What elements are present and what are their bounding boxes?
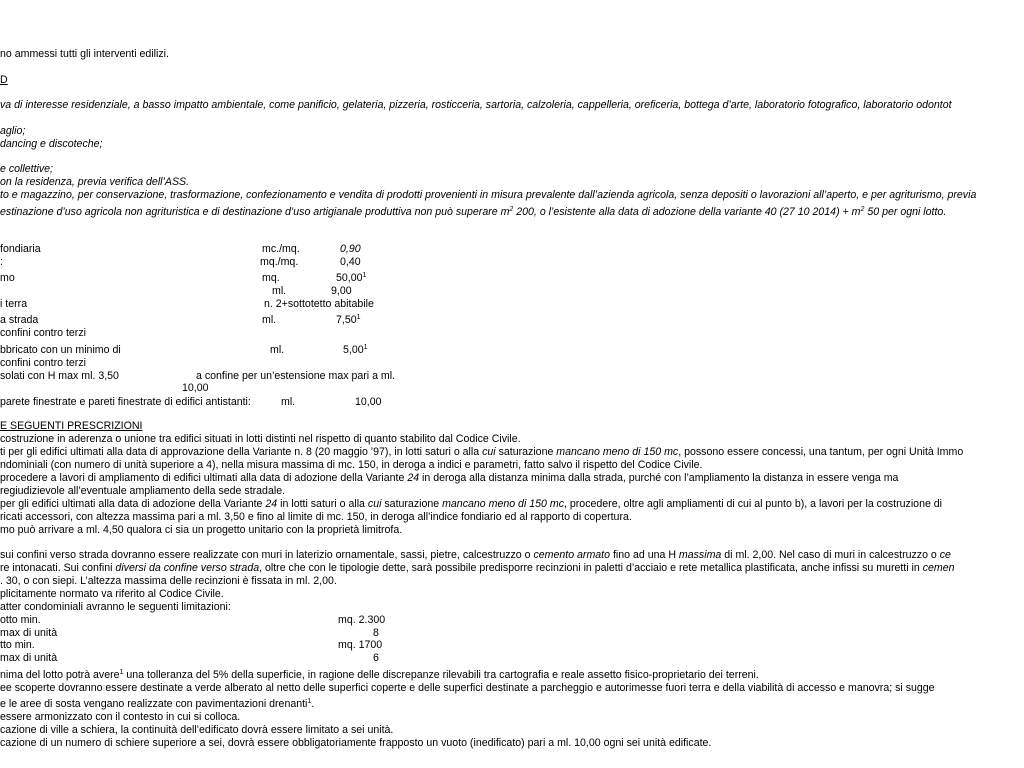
prescription-line: ndominiali (con numero di unità superiore a 4), nella misura massima di mc. 150, in deroga a indici e parametri, fatto salvo il rispetto del Codice Civile. <box>0 459 703 471</box>
closing-line: nima del lotto potrà avere$^1$ una tolleranza del 5% della superficie, in ragione delle discrepanze rilevabili tra cartografia e reale assetto fisico-proprietario dei terreni. <box>0 669 759 681</box>
prescriptions-heading: E SEGUENTI PRESCRIZIONI <box>0 420 143 432</box>
fence-line: sui confini verso strada dovranno essere realizzate con muri in laterizio ornamentale, sassi, pietre, calcestruzzo o cemento armato fino ad una H massima di ml. 2,00. Nel caso di muri in calcestruzzo o ce <box>0 549 951 561</box>
param-unit: ml. <box>272 285 287 297</box>
use-line: estinazione d’uso agricola non agrituristica e di destinazione d’uso artigianale produttiva non può superare $m^2$ 200, o l’esistente alla data di adozione della variante 40 (27 10 $2014) + m^2$ 50 per ogni lotto. <box>0 206 947 218</box>
param-label: bbricato con un minimo di <box>0 344 121 356</box>
param-label: mo <box>0 272 15 284</box>
limit-value: 6 <box>373 652 379 664</box>
param-unit: 10,00 <box>182 382 209 394</box>
use-line: va di interesse residenziale, a basso impatto ambientale, come panificio, gelateria, pizzeria, rosticceria, sartoria, calzoleria, cappelleria, oreficeria, bottega d’arte, laboratorio fotografico, laboratorio odontot <box>0 99 952 111</box>
use-line: aglio; <box>0 125 26 137</box>
param-unit: mq. <box>262 272 280 284</box>
closing-line: e le aree di sosta vengano realizzate con pavimentazioni drenanti$^1$. <box>0 698 315 710</box>
limit-label: otto min. <box>0 614 41 626</box>
param-unit: mc./mq. <box>262 243 300 255</box>
param-unit: ml. <box>281 396 296 408</box>
prescription-line: mo può arrivare a ml. 4,50 qualora ci sia un progetto unitario con la proprietà limitrofa. <box>0 524 403 536</box>
param-unit: ml. <box>262 314 277 326</box>
closing-line: cazione di ville a schiera, la continuità dell’edificato dovrà essere limitato a sei unità. <box>0 724 394 736</box>
limit-value: mq. 2.300 <box>338 614 386 626</box>
prescription-line: ricati accessori, con altezza massima pari a ml. 3,50 e fino al limite di mc. 150, in deroga all’indice fondiario ed al rapporto di copertura. <box>0 511 632 523</box>
fence-line: . 30, o con siepi. L’altezza massima delle recinzioni è fissata in ml. 2,00. <box>0 575 337 587</box>
prescription-line: ti per gli edifici ultimati alla data di approvazione della Variante n. 8 (20 maggio ’97), in lotti saturi o alla cui saturazione mancano meno di 150 mc, possono essere concessi, una tantum, per ogni Unità Immo <box>0 446 964 458</box>
param-label: solati con H max ml. 3,50 <box>0 370 119 382</box>
param-unit: a confine per un’estensione max pari a ml. <box>196 370 396 382</box>
param-label: i terra <box>0 298 28 310</box>
intro-text: no ammessi tutti gli interventi edilizi. <box>0 48 169 60</box>
param-unit: n. 2+sottotetto abitabile <box>264 298 374 310</box>
param-label: a strada <box>0 314 39 326</box>
param-value: 5,00$^1$ <box>343 344 368 356</box>
param-label: fondiaria <box>0 243 41 255</box>
param-value: 0,90 <box>340 243 361 255</box>
prescription-line: regiudizievole all’eventuale ampliamento della sede stradale. <box>0 485 286 497</box>
closing-line: ee scoperte dovranno essere destinate a verde alberato al netto delle superfici coperte e delle superfici destinate a parcheggio e autorimesse fuori terra e della viabilità di accesso e manovra; si sugge <box>0 682 935 694</box>
param-label: confini contro terzi <box>0 327 86 339</box>
param-value: 9,00 <box>331 285 352 297</box>
param-label: : <box>0 256 3 268</box>
use-line: on la residenza, previa verifica dell’ASS. <box>0 176 190 188</box>
param-value: 0,40 <box>340 256 361 268</box>
param-unit: mq./mq. <box>260 256 299 268</box>
param-value: 7,50$^1$ <box>336 314 361 326</box>
prescription-line: procedere a lavori di ampliamento di edifici ultimati alla data di adozione della Variante 24 in deroga alla distanza minima dalla strada, purché con l’ampliamento la distanza in essere venga ma <box>0 472 899 484</box>
param-label: parete finestrate e pareti finestrate di edifici antistanti: <box>0 396 251 408</box>
use-line: dancing e discoteche; <box>0 138 103 150</box>
param-label: confini contro terzi <box>0 357 86 369</box>
fence-line: atter condominiali avranno le seguenti limitazioni: <box>0 601 231 613</box>
limit-label: max di unità <box>0 627 58 639</box>
section-heading: D <box>0 74 8 86</box>
param-value: 10,00 <box>355 396 382 408</box>
prescription-line: per gli edifici ultimati alla data di adozione della Variante 24 in lotti saturi o alla cui saturazione mancano meno di 150 mc, procedere, oltre agli ampliamenti di cui al punto b), a lavori per la costruzione di <box>0 498 943 510</box>
fence-line: plicitamente normato va riferito al Codice Civile. <box>0 588 224 600</box>
param-value: 50,00$^1$ <box>336 272 367 284</box>
closing-line: cazione di un numero di schiere superiore a sei, dovrà essere obbligatoriamente frapposto un vuoto (inedificato) pari a ml. 10,00 ogni sei unità edificate. <box>0 737 712 749</box>
limit-label: max di unità <box>0 652 58 664</box>
fence-line: re intonacati. Sui confini diversi da confine verso strada, oltre che con le tipologie dette, sarà possibile predisporre recinzioni in paletti d’acciaio e rete metallica plastificata, anche infissi su muretti in cemen <box>0 562 955 574</box>
prescription-line: costruzione in aderenza o unione tra edifici situati in lotti distinti nel rispetto di quanto stabilito dal Codice Civile. <box>0 433 521 445</box>
param-unit: ml. <box>270 344 285 356</box>
closing-line: essere armonizzato con il contesto in cui si colloca. <box>0 711 241 723</box>
limit-label: tto min. <box>0 639 35 651</box>
use-line: to e magazzino, per conservazione, trasformazione, confezionamento e vendita di prodotti provenienti in misura prevalente dall’azienda agricola, senza depositi o lavorazioni all’aperto, e per agriturismo, previa <box>0 189 977 201</box>
limit-value: 8 <box>373 627 379 639</box>
use-line: e collettive; <box>0 163 53 175</box>
limit-value: mq. 1700 <box>338 639 383 651</box>
